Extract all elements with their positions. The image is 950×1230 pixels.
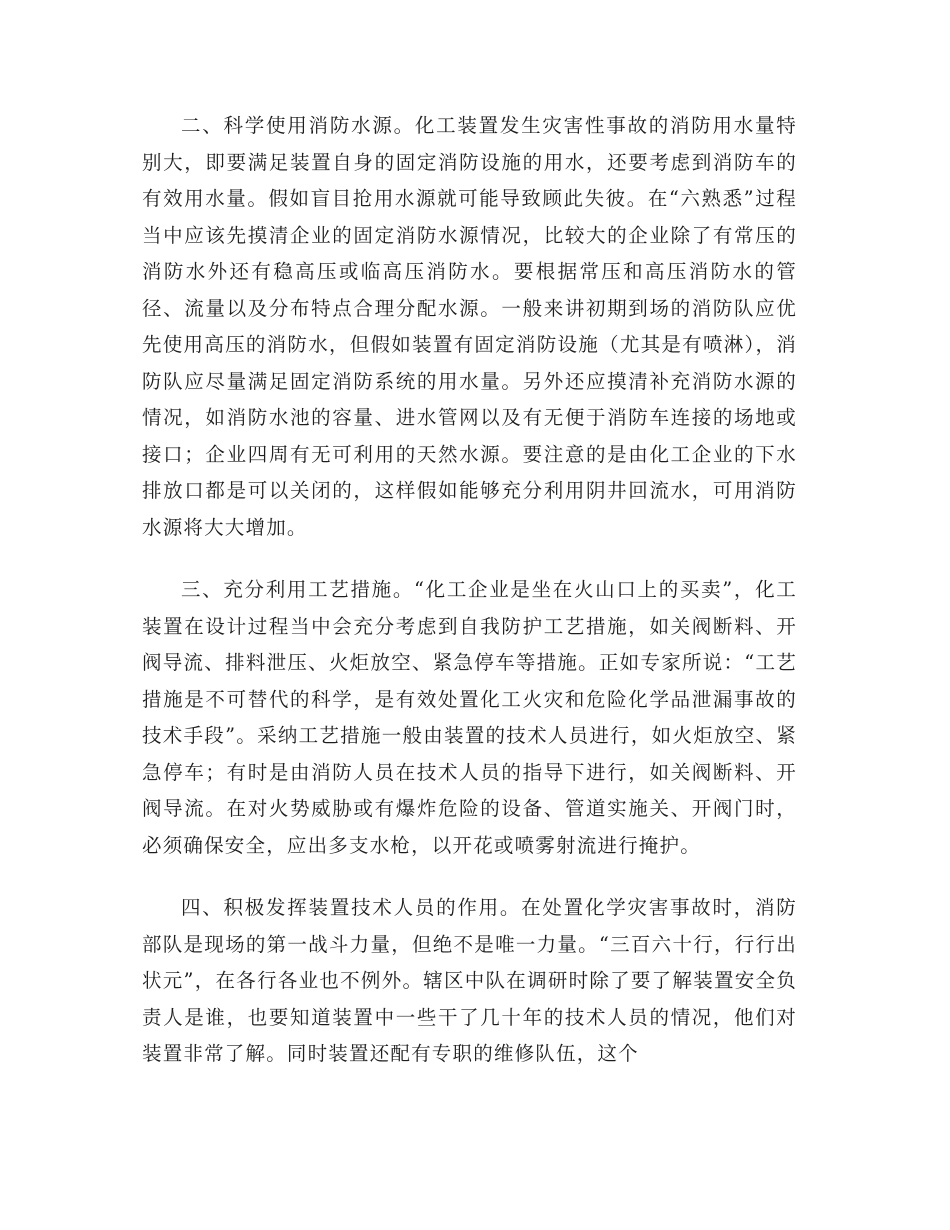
paragraph-process-measures: 三、充分利用工艺措施。“化工企业是坐在火山口上的买卖”，化工装置在设计过程当中会充分考虑到自我防护工艺措施，如关阀断料、开阀导流、排料泄压、火炬放空、紧急停车等措施。正如专家所说：“工艺措施是不可替代的科学，是有效处置化工火灾和危险化学品泄漏事故的技术手段”。采纳工艺措施一般由装置的技术人员进行，如火炬放空、紧急停车；有时是由消防人员在技术人员的指导下进行，如关阀断料、开阀导流。在对火势威胁或有爆炸危险的设备、管道实施关、开阀门时，必须确保安全，应出多支水枪，以开花或喷雾射流进行掩护。: [142, 578, 797, 857]
paragraph-water-source: 二、科学使用消防水源。化工装置发生灾害性事故的消防用水量特别大，即要满足装置自身的固定消防设施的用水，还要考虑到消防车的有效用水量。假如盲目抢用水源就可能导致顾此失彼。在“六熟悉”过程当中应该先摸清企业的固定消防水源情况，比较大的企业除了有常压的消防水外还有稳高压或临高压消防水。要根据常压和高压消防水的管径、流量以及分布特点合理分配水源。一般来讲初期到场的消防队应优先使用高压的消防水，但假如装置有固定消防设施（尤其是有喷淋），消防队应尽量满足固定消防系统的用水量。另外还应摸清补充消防水源的情况，如消防水池的容量、进水管网以及有无便于消防车连接的场地或接口；企业四周有无可利用的天然水源。要注意的是由化工企业的下水排放口都是可以关闭的，这样假如能够充分利用阴井回流水，可用消防水源将大大增加。: [142, 114, 797, 539]
paragraph-technical-staff: 四、积极发挥装置技术人员的作用。在处置化学灾害事故时，消防部队是现场的第一战斗力量，但绝不是唯一力量。“三百六十行，行行出状元”，在各行各业也不例外。辖区中队在调研时除了要了解装置安全负责人是谁，也要知道装置中一些干了几十年的技术人员的情况，他们对装置非常了解。同时装置还配有专职的维修队伍，这个: [142, 896, 797, 1065]
document-body: [142, 108, 797, 1099]
